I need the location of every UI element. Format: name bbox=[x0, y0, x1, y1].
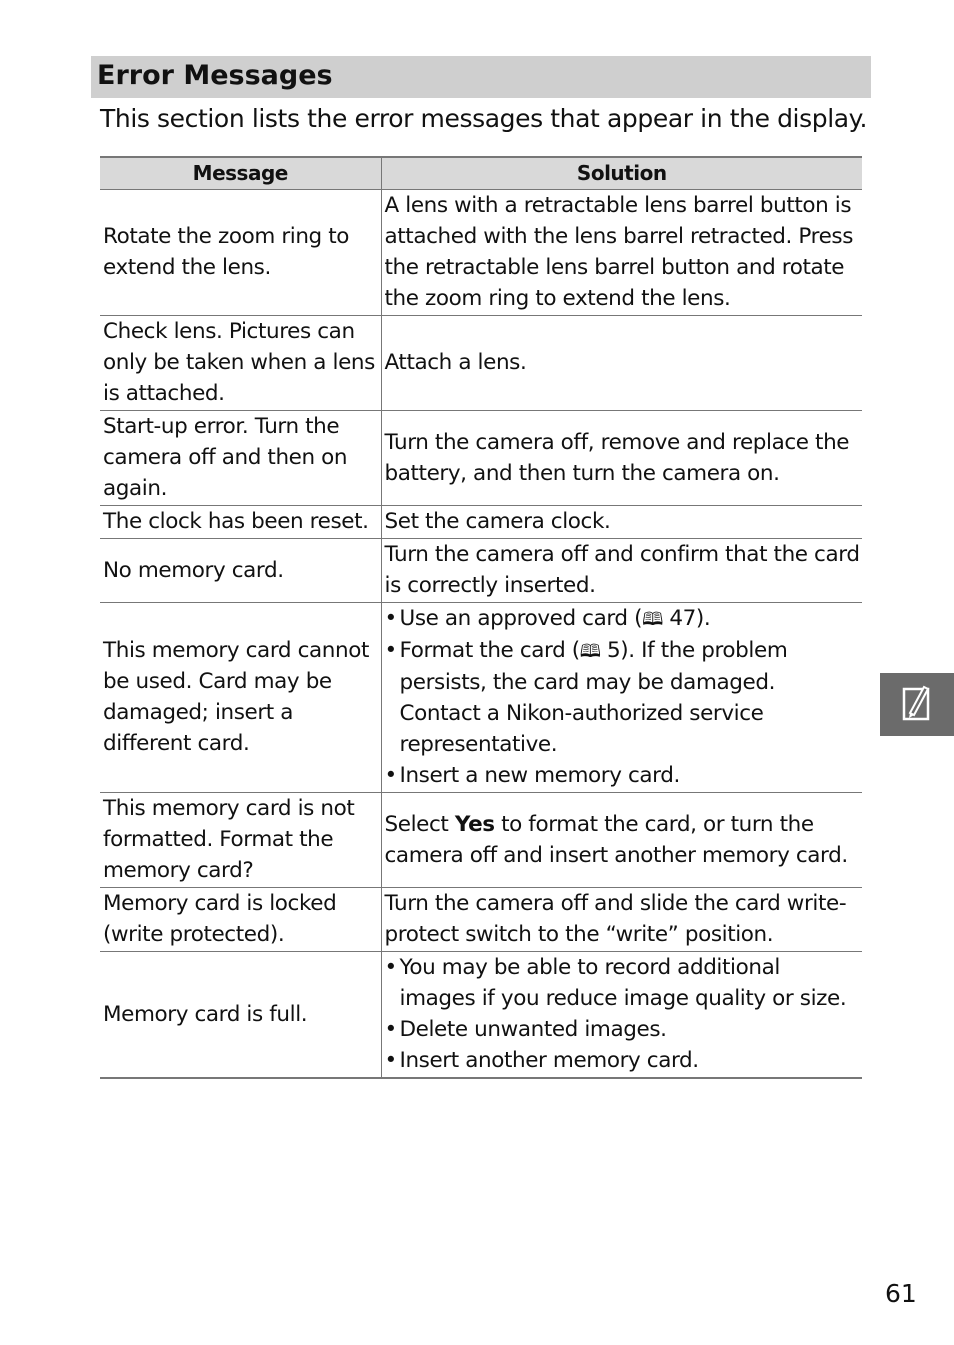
table-row bbox=[100, 793, 862, 888]
column-header-solution: Solution bbox=[381, 157, 862, 190]
book-reference-icon: 🕮 bbox=[579, 641, 601, 662]
table-row bbox=[100, 190, 862, 316]
table-row bbox=[100, 952, 862, 1079]
solution-cell bbox=[381, 952, 862, 1079]
section-title-bar bbox=[91, 56, 871, 98]
page-reference-text: 5). If the problem persists, the card may be damaged. Contact a Nikon-authorized service representative. bbox=[399, 638, 788, 757]
solution-cell: A lens with a retractable lens barrel button is attached with the lens barrel retracted. Press the retractable lens barrel button and rotate the zoom ring to extend the lens. bbox=[381, 190, 862, 316]
solution-text: to format the card, or turn the camera off and insert another memory card. bbox=[384, 811, 848, 868]
bullet-text: Insert a new memory card. bbox=[399, 763, 680, 788]
solution-cell bbox=[381, 793, 862, 888]
solution-cell: Turn the camera off and slide the card write-protect switch to the “write” position. bbox=[381, 888, 862, 952]
solution-cell bbox=[381, 603, 862, 793]
error-messages-table bbox=[100, 156, 862, 1079]
page-reference-text: 47). bbox=[662, 606, 711, 631]
solution-bullet: • Insert another memory card. bbox=[385, 1045, 863, 1076]
page-title: Error Messages bbox=[97, 60, 333, 91]
message-cell: Start-up error. Turn the camera off and then on again. bbox=[100, 411, 381, 506]
table-row bbox=[100, 603, 862, 793]
page-number: 61 bbox=[885, 1279, 917, 1308]
message-cell: This memory card is not formatted. Format the memory card? bbox=[100, 793, 381, 888]
message-cell: Memory card is full. bbox=[100, 952, 381, 1079]
solution-text: Select bbox=[384, 811, 455, 837]
bullet-text: Format the card ( bbox=[399, 638, 580, 663]
solution-bullet: • Delete unwanted images. bbox=[385, 1014, 863, 1045]
message-cell: This memory card cannot be used. Card may be damaged; insert a different card. bbox=[100, 603, 381, 793]
message-cell: Memory card is locked (write protected). bbox=[100, 888, 381, 952]
message-cell: The clock has been reset. bbox=[100, 506, 381, 539]
solution-cell: Set the camera clock. bbox=[381, 506, 862, 539]
message-cell: Rotate the zoom ring to extend the lens. bbox=[100, 190, 381, 316]
table-header-row bbox=[100, 157, 862, 190]
solution-cell: Turn the camera off, remove and replace the battery, and then turn the camera on. bbox=[381, 411, 862, 506]
solution-bullet bbox=[385, 760, 863, 791]
table-row bbox=[100, 888, 862, 952]
table-row bbox=[100, 316, 862, 411]
solution-bullet-list bbox=[385, 603, 863, 791]
message-cell: No memory card. bbox=[100, 539, 381, 603]
message-cell: Check lens. Pictures can only be taken when a lens is attached. bbox=[100, 316, 381, 411]
solution-cell: Attach a lens. bbox=[381, 316, 862, 411]
yes-option-label: Yes bbox=[454, 811, 495, 837]
bullet-text: Use an approved card ( bbox=[399, 606, 643, 631]
solution-cell: Turn the camera off and confirm that the card is correctly inserted. bbox=[381, 539, 862, 603]
pencil-note-icon bbox=[880, 673, 954, 736]
solution-bullet bbox=[385, 635, 863, 760]
chapter-side-tab bbox=[880, 673, 954, 736]
table-row bbox=[100, 506, 862, 539]
solution-bullet-list bbox=[385, 952, 863, 1076]
column-header-message: Message bbox=[100, 157, 381, 190]
book-reference-icon: 🕮 bbox=[642, 609, 663, 630]
intro-text: This section lists the error messages that appear in the display. bbox=[100, 104, 868, 133]
table-row bbox=[100, 411, 862, 506]
solution-bullet bbox=[385, 603, 863, 635]
solution-bullet: • You may be able to record additional images if you reduce image quality or size. bbox=[385, 952, 863, 1014]
table-row bbox=[100, 539, 862, 603]
